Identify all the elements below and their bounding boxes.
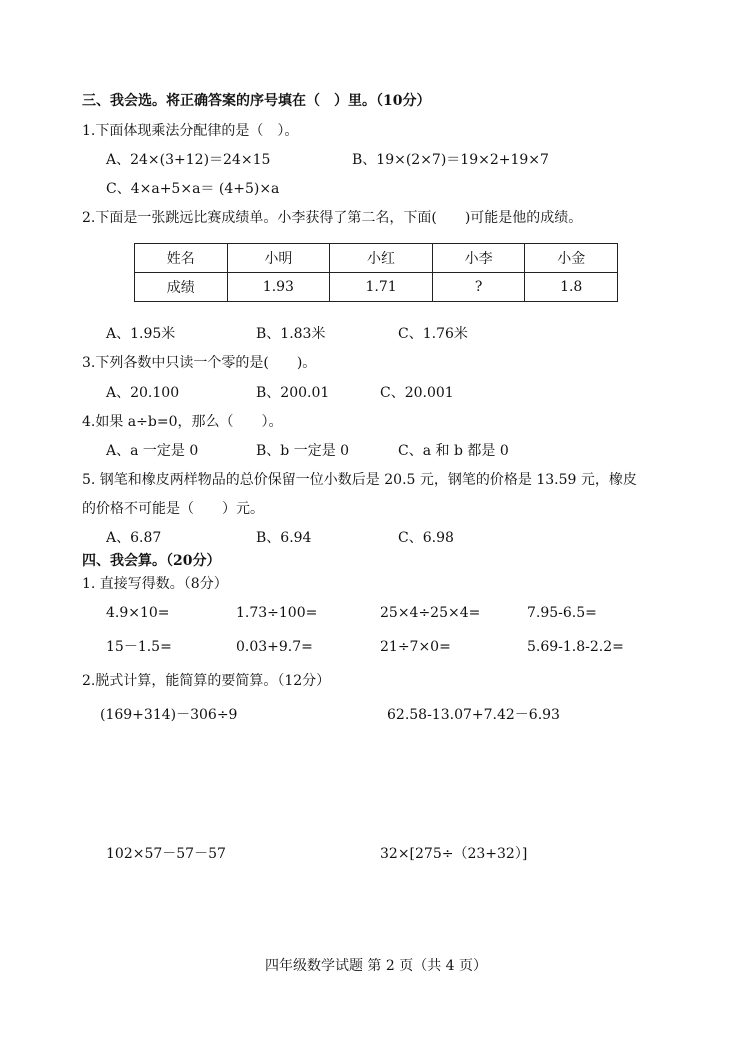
- q1-option-a: A、24×(3+12)＝24×15: [106, 152, 271, 168]
- calc-item: 25×4÷25×4=: [380, 605, 481, 621]
- calc-item: 21÷7×0=: [380, 639, 451, 655]
- table-cell: 小明: [227, 244, 330, 273]
- page-footer: 四年级数学试题 第 2 页（共 4 页）: [264, 958, 488, 974]
- q2-option-c: C、1.76米: [398, 326, 468, 342]
- calc-item: 1.73÷100=: [236, 605, 318, 621]
- q2-stem: 2.下面是一张跳远比赛成绩单。小李获得了第二名，下面( )可能是他的成绩。: [82, 210, 583, 226]
- q4-stem: 4.如果 a÷b=0，那么（ ）。: [82, 414, 283, 430]
- table-cell: ?: [432, 273, 525, 302]
- q1-stem: 1.下面体现乘法分配律的是（ ）。: [82, 123, 299, 139]
- section-4-title: 四、我会算。（20分）: [82, 553, 221, 569]
- q2-option-a: A、1.95米: [106, 326, 176, 342]
- part2-stem: 2.脱式计算，能简算的要简算。（12分）: [82, 673, 331, 689]
- q3-option-b: B、200.01: [256, 385, 330, 401]
- calc-item: 4.9×10=: [106, 605, 170, 621]
- q3-option-c: C、20.001: [380, 385, 454, 401]
- expression-3: 102×57－57－57: [106, 846, 226, 862]
- table-cell: 1.71: [330, 273, 433, 302]
- calc-item: 0.03+9.7=: [236, 639, 313, 655]
- q5-stem-line1: 5. 钢笔和橡皮两样物品的总价保留一位小数后是 20.5 元，钢笔的价格是 13.59 元，橡皮: [82, 472, 637, 488]
- table-cell: 成绩: [135, 273, 228, 302]
- q5-stem-line2: 的价格不可能是（ ）元。: [82, 501, 264, 517]
- table-cell: 小金: [525, 244, 618, 273]
- table-row: [135, 273, 618, 302]
- q3-option-a: A、20.100: [106, 385, 180, 401]
- table-cell: 小李: [432, 244, 525, 273]
- score-table: [134, 243, 618, 302]
- expression-4: 32×[275÷（23+32）]: [380, 846, 528, 862]
- table-cell: 小红: [330, 244, 433, 273]
- section-3-title: 三、我会选。将正确答案的序号填在（ ）里。（10分）: [82, 93, 431, 109]
- table-cell: 姓名: [135, 244, 228, 273]
- q1-option-b: B、19×(2×7)＝19×2+19×7: [352, 152, 549, 168]
- table-row: [135, 244, 618, 273]
- calc-item: 15－1.5=: [106, 639, 172, 655]
- q4-option-b: B、b 一定是 0: [256, 443, 350, 459]
- q1-option-c: C、4×a+5×a＝ (4+5)×a: [106, 181, 280, 197]
- q4-option-a: A、a 一定是 0: [106, 443, 199, 459]
- calc-item: 7.95-6.5=: [527, 605, 597, 621]
- table-cell: 1.8: [525, 273, 618, 302]
- table-cell: 1.93: [227, 273, 330, 302]
- expression-2: 62.58-13.07+7.42－6.93: [387, 707, 560, 723]
- q2-option-b: B、1.83米: [256, 326, 326, 342]
- q5-option-a: A、6.87: [106, 530, 162, 546]
- q4-option-c: C、a 和 b 都是 0: [398, 443, 509, 459]
- q5-option-b: B、6.94: [256, 530, 312, 546]
- q3-stem: 3.下列各数中只读一个零的是( )。: [82, 355, 317, 371]
- expression-1: (169+314)－306÷9: [100, 707, 238, 723]
- q5-option-c: C、6.98: [398, 530, 454, 546]
- part1-stem: 1. 直接写得数。（8分）: [82, 576, 228, 592]
- calc-item: 5.69-1.8-2.2=: [527, 639, 624, 655]
